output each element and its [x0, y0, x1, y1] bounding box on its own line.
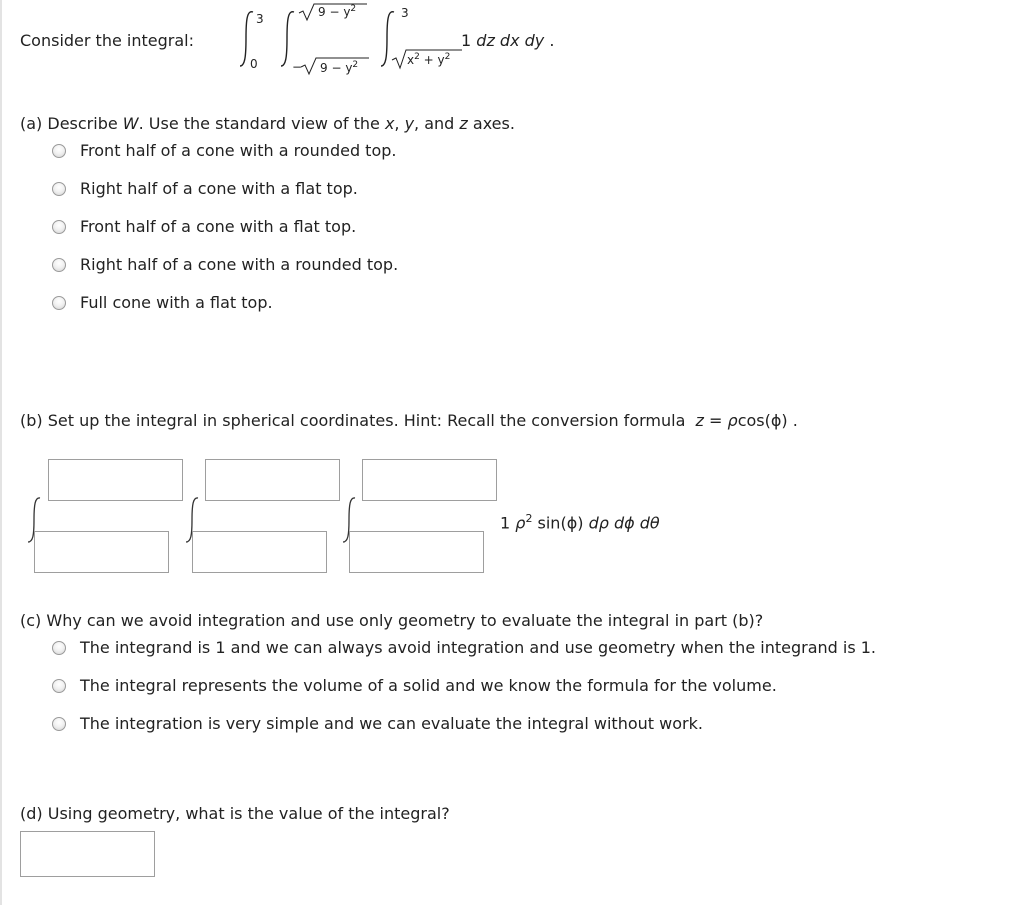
middle-lower-minus: − [292, 60, 303, 74]
integral-3-lower-limit-input[interactable] [349, 531, 484, 573]
inner-upper-limit: 3 [401, 6, 409, 20]
part-a-radio-2[interactable] [52, 182, 66, 196]
outer-upper-limit: 3 [256, 12, 264, 26]
integral-1-lower-limit-input[interactable] [34, 531, 169, 573]
integral-2-upper-limit-input[interactable] [205, 459, 340, 501]
integral-2-lower-limit-input[interactable] [192, 531, 327, 573]
integral-1-upper-limit-input[interactable] [48, 459, 183, 501]
middle-upper-limit: $9 - y^2$ [318, 4, 357, 19]
left-border [0, 0, 2, 905]
part-c-option-3[interactable]: The integration is very simple and we can evaluate the integral without work. [80, 714, 703, 733]
part-c-radio-2[interactable] [52, 679, 66, 693]
intro-text: Consider the integral: [20, 31, 194, 50]
part-a-radio-4[interactable] [52, 258, 66, 272]
part-b-prompt: (b) Set up the integral in spherical coordinates. Hint: Recall the conversion formula z = ρcos(ϕ) . [20, 411, 798, 430]
part-a-option-4[interactable]: Right half of a cone with a rounded top. [80, 255, 399, 274]
part-a-radio-5[interactable] [52, 296, 66, 310]
part-a-option-2[interactable]: Right half of a cone with a flat top. [80, 179, 358, 198]
part-d-answer-input[interactable] [20, 831, 155, 877]
part-c-radio-3[interactable] [52, 717, 66, 731]
inner-lower-limit: $x^2 + y^2$ [407, 52, 451, 67]
part-c-radio-1[interactable] [52, 641, 66, 655]
spherical-integrand: 1 $\rho^2$ sin(ϕ) dρ dϕ dθ [500, 512, 660, 533]
middle-lower-limit: $9 - y^2$ [320, 60, 359, 75]
integrand: 1 dz dx dy . [461, 31, 555, 50]
outer-lower-limit: 0 [250, 57, 258, 71]
part-c-option-1[interactable]: The integrand is 1 and we can always avoid integration and use geometry when the integrand is 1. [80, 638, 877, 657]
part-a-option-5[interactable]: Full cone with a flat top. [80, 293, 273, 312]
part-a-prompt: (a) Describe W. Use the standard view of the x, y, and z axes. [20, 114, 515, 133]
part-a-radio-3[interactable] [52, 220, 66, 234]
part-c-option-2[interactable]: The integral represents the volume of a solid and we know the formula for the volume. [80, 676, 777, 695]
part-a-option-1[interactable]: Front half of a cone with a rounded top. [80, 141, 397, 160]
part-d-prompt: (d) Using geometry, what is the value of the integral? [20, 804, 450, 823]
part-c-prompt: (c) Why can we avoid integration and use only geometry to evaluate the integral in part (b)? [20, 611, 764, 630]
part-a-radio-1[interactable] [52, 144, 66, 158]
part-a-option-3[interactable]: Front half of a cone with a flat top. [80, 217, 357, 236]
integral-3-upper-limit-input[interactable] [362, 459, 497, 501]
